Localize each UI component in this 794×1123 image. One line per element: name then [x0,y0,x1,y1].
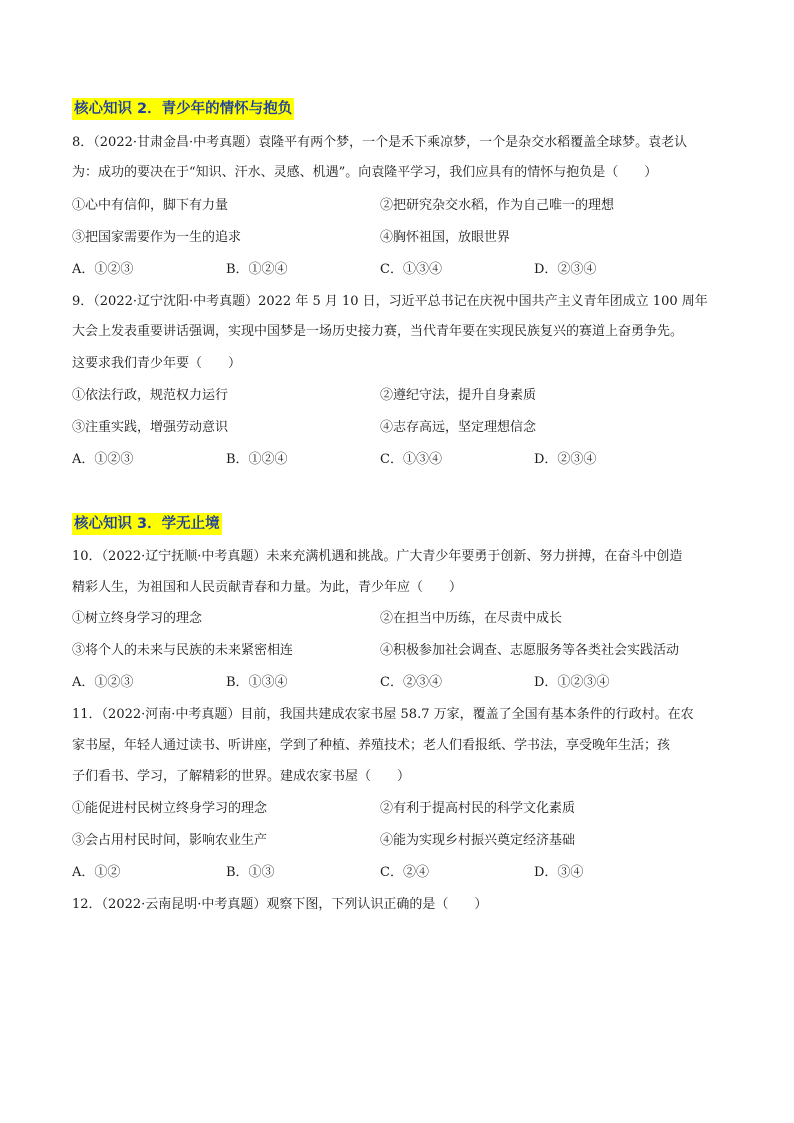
choice-d: D．②③④ [534,452,597,467]
statement-3: ③将个人的未来与民族的未来紧密相连 [72,643,294,658]
question-text-line: 精彩人生，为祖国和人民贡献青春和力量。为此，青少年应（ ） [72,580,463,595]
choice-a: A．①②③ [72,675,134,690]
choice-c: C．①③④ [380,262,442,277]
choice-c: C．②④ [380,865,429,880]
choice-d: D．①②③④ [534,675,610,690]
choice-a: A．①②③ [72,262,134,277]
question-text-line: 家书屋，年轻人通过读书、听讲座，学到了种植、养殖技术；老人们看报纸、学书法，享受晚年生活；孩 [72,738,671,753]
choice-d: D．③④ [534,865,584,880]
choice-d: D．②③④ [534,262,597,277]
question-text-line: 12．（2022·云南昆明·中考真题）观察下图，下列认识正确的是（ ） [72,897,488,912]
section-heading: 核心知识 3．学无止境 [72,513,222,535]
statement-4: ④积极参加社会调查、志愿服务等各类社会实践活动 [380,643,680,658]
question-text-line: 9．（2022·辽宁沈阳·中考真题）2022 年 5 月 10 日，习近平总书记在庆祝中国共产主义青年团成立 100 周年 [72,294,708,309]
choice-a: A．①②③ [72,452,134,467]
statement-2: ②把研究杂交水稻，作为自己唯一的理想 [380,198,615,213]
choice-b: B．①③ [226,865,275,880]
question-text-line: 为：成功的要决在于“知识、汗水、灵感、机遇”。向袁隆平学习，我们应具有的情怀与抱负是（ ） [72,165,658,180]
statement-3: ③会占用村民时间，影响农业生产 [72,833,268,848]
statement-4: ④胸怀祖国，放眼世界 [380,230,511,245]
statement-4: ④志存高远，坚定理想信念 [380,420,537,435]
choice-c: C．②③④ [380,675,442,690]
statement-3: ③注重实践，增强劳动意识 [72,420,229,435]
statement-2: ②有利于提高村民的科学文化素质 [380,801,576,816]
statement-3: ③把国家需要作为一生的追求 [72,230,242,245]
question-text-line: 这要求我们青少年要（ ） [72,356,242,371]
question-text-line: 大会上发表重要讲话强调，实现中国梦是一场历史接力赛，当代青年要在实现民族复兴的赛道上奋勇争先。 [72,324,684,339]
question-text-line: 10．（2022·辽宁抚顺·中考真题）未来充满机遇和挑战。广大青少年要勇于创新、努力拼搏，在奋斗中创造 [72,549,683,564]
question-text-line: 子们看书、学习，了解精彩的世界。建成农家书屋（ ） [72,769,411,784]
choice-c: C．①③④ [380,452,442,467]
statement-1: ①心中有信仰，脚下有力量 [72,198,229,213]
statement-2: ②遵纪守法，提升自身素质 [380,388,537,403]
statement-1: ①树立终身学习的理念 [72,611,203,626]
choice-b: B．①②④ [226,262,288,277]
section-heading: 核心知识 2．青少年的情怀与抱负 [72,98,294,120]
statement-1: ①依法行政，规范权力运行 [72,388,229,403]
question-text-line: 11．（2022·河南·中考真题）目前，我国共建成农家书屋 58.7 万家，覆盖了全国有基本条件的行政村。在农 [72,707,694,722]
choice-b: B．①②④ [226,452,288,467]
choice-b: B．①③④ [226,675,288,690]
question-text-line: 8．（2022·甘肃金昌·中考真题）袁隆平有两个梦，一个是禾下乘凉梦，一个是杂交水稻覆盖全球梦。袁老认 [72,135,688,150]
statement-4: ④能为实现乡村振兴奠定经济基础 [380,833,576,848]
statement-2: ②在担当中历练，在尽责中成长 [380,611,563,626]
choice-a: A．①② [72,865,121,880]
statement-1: ①能促进村民树立终身学习的理念 [72,801,268,816]
